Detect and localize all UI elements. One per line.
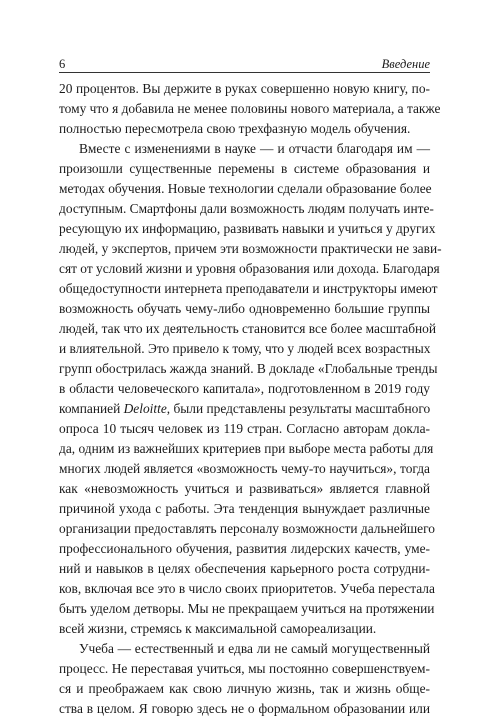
text-line: возможность обучать чему-либо одновременно большие группы	[59, 301, 430, 316]
text-line: ся и преображаем как свою личную жизнь, так и жизнь обще-	[59, 681, 430, 696]
body-text	[59, 79, 442, 719]
page-header	[59, 56, 430, 72]
text-line: процесс. Не переставая учиться, мы постоянно совершенствуем-	[59, 661, 430, 676]
text-line: произошли существенные перемены в системе образования и	[59, 161, 430, 176]
text-line: опроса 10 тысяч человек из 119 стран. Согласно авторам докла-	[59, 421, 430, 436]
text-line: тому что я добавила не менее половины нового материала, а также	[59, 101, 441, 116]
header-rule	[59, 72, 430, 73]
text-line: организации предоставлять персоналу возможности дальнейшего	[59, 521, 435, 536]
text-line: профессионального обучения, развития лидерских качеств, уме-	[59, 541, 430, 556]
text-line: в области человеческого капитала», подготовленном в 2019 году	[59, 381, 430, 396]
text-line: людей, у экспертов, причем эти возможности практически не зави-	[59, 241, 442, 256]
text-line: сят от условий жизни и уровня образования или дохода. Благодаря	[59, 261, 440, 276]
text-line: всей жизни, стремясь к максимальной самореализации.	[59, 621, 377, 636]
running-title: Введение	[381, 57, 430, 71]
text-line: ресующую их информацию, развивать навыки и учиться у других	[59, 221, 436, 236]
company-name: Deloitte	[123, 401, 167, 416]
text-line: ний и навыков в целях обеспечения карьерного роста сотрудни-	[59, 561, 430, 576]
text-line: компанией Deloitte, были представлены результаты масштабного	[59, 401, 431, 416]
text-line: как «невозможность учиться и развиваться» является главной	[59, 481, 430, 496]
text-line: да, одним из важнейших критериев при выборе места работы для	[59, 441, 434, 456]
text-line: людей, так что их деятельность становится все более масштабной	[59, 321, 437, 336]
text-line: общедоступности интернета преподаватели и инструкторы имеют	[59, 281, 438, 296]
text-line: групп обострилась жажда знаний. В докладе «Глобальные тренды	[59, 361, 438, 376]
text-line: доступным. Смартфоны дали возможность людям получать инте-	[59, 201, 434, 216]
text-line: ства в целом. Я говорю здесь не о формальном образовании или	[59, 701, 430, 716]
text-line: ков, включая все это в число своих приоритетов. Учеба перестала	[59, 581, 435, 596]
text-line: Вместе с изменениями в науке — и отчасти благодаря им —	[79, 141, 430, 156]
text-line: многих людей является «возможность чему-то научиться», тогда	[59, 461, 430, 476]
text-line: быть уделом детворы. Мы не прекращаем учиться на протяжении	[59, 601, 435, 616]
text-line: полностью пересмотрела свою трехфазную модель обучения.	[59, 121, 411, 136]
text-line: Учеба — естественный и едва ли не самый могущественный	[79, 641, 430, 656]
text-line: 20 процентов. Вы держите в руках совершенно новую книгу, по-	[59, 81, 430, 96]
text-line: методах обучения. Новые технологии сделали образование более	[59, 181, 432, 196]
text-line: причиной ухода с работы. Эта тенденция вынуждает различные	[59, 501, 430, 516]
text-line: и влиятельной. Это привело к тому, что у людей всех возрастных	[59, 341, 431, 356]
page-number: 6	[59, 57, 66, 71]
